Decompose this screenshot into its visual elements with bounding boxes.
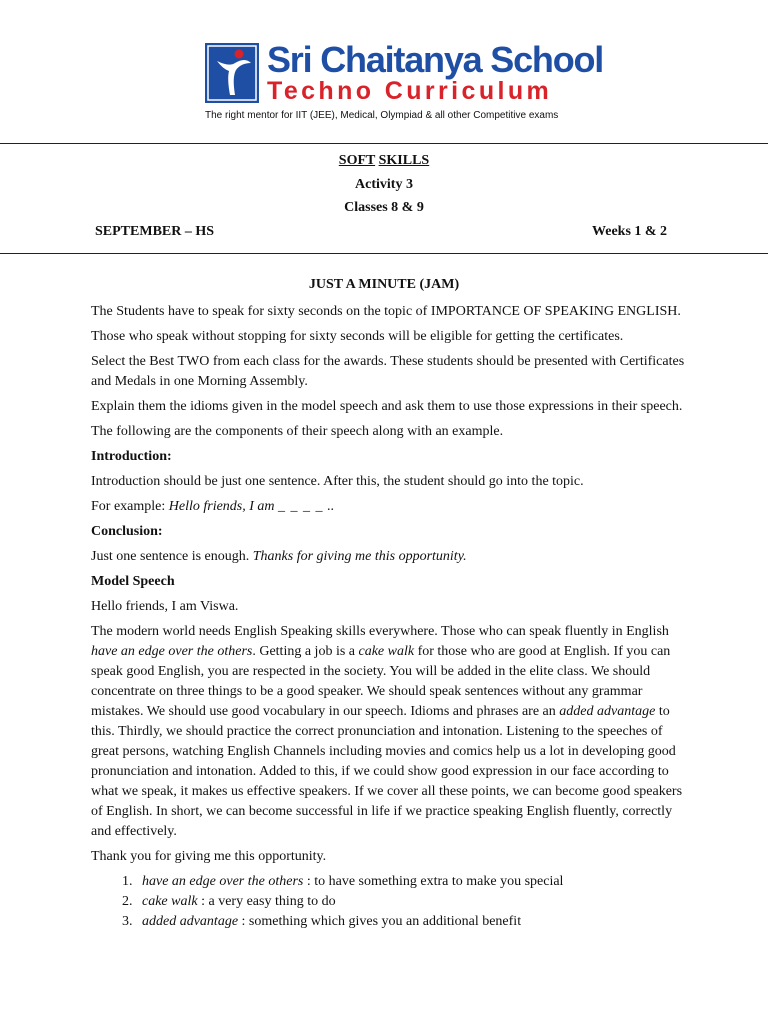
list-item: 2. cake walk : a very easy thing to do bbox=[136, 892, 691, 912]
instruction-2: Those who speak without stopping for sixty seconds will be eligible for getting the certificates. bbox=[91, 329, 624, 344]
school-name: Sri Chaitanya School bbox=[267, 39, 604, 80]
weeks-label: Weeks 1 & 2 bbox=[592, 224, 668, 239]
example-line: For example: Hello friends, I am _ _ _ _ .. bbox=[91, 499, 335, 514]
instruction-3: Select the Best TWO from each class for the awards. These students should be presented with Certificates and Medals in one Morning Assembly. bbox=[91, 354, 685, 389]
tagline: The right mentor for IIT (JEE), Medical, Olympiad & all other Competitive exams bbox=[205, 110, 559, 121]
instruction-1: The Students have to speak for sixty seconds on the topic of IMPORTANCE OF SPEAKING ENGLISH. bbox=[91, 304, 681, 319]
subject-heading bbox=[0, 153, 768, 169]
document-title: JUST A MINUTE (JAM) bbox=[308, 277, 460, 292]
logo-emblem-icon bbox=[205, 43, 259, 103]
activity-label: Activity 3 bbox=[355, 177, 413, 192]
speech-thanks: Thank you for giving me this opportunity. bbox=[91, 849, 327, 864]
conclusion-text: Just one sentence is enough. Thanks for giving me this opportunity. bbox=[91, 549, 467, 564]
document-body bbox=[91, 302, 691, 932]
speech-paragraph: The modern world needs English Speaking skills everywhere. Those who can speak fluently in English have an edge over the others. Getting a job is a cake walk for those who are good at English. If you can speak good English, you are respected in the society. You will be added in the elite class. We should concentrate on three things to be a good speaker. We should speak sentences without any grammar mistakes. We should use good vocabulary in our speech. Idioms and phrases are an added advantage to this. Thirdly, we should practice the correct pronunciation and intonation. Listening to the speeches of great persons, watching English Channels including movies and comics help us a lot in developing good pronunciation and intonation. Added to this, if we could show good expression in our face according to what we speak, it makes us effective speakers. If we cover all these points, we can become good speakers of English. In short, we can become successful in life if we practice speaking English fluently, correctly and effectively. bbox=[91, 624, 683, 839]
list-item: 1. have an edge over the others : to have something extra to make you special bbox=[136, 872, 691, 892]
top-divider bbox=[0, 143, 768, 144]
model-speech-heading: Model Speech bbox=[91, 574, 175, 589]
subject-word-1: SOFT bbox=[338, 153, 376, 168]
instruction-4: Explain them the idioms given in the model speech and ask them to use those expressions in their speech. bbox=[91, 399, 683, 414]
instruction-5: The following are the components of their speech along with an example. bbox=[91, 424, 504, 439]
introduction-heading: Introduction: bbox=[91, 449, 172, 464]
month-label: SEPTEMBER – HS bbox=[95, 224, 215, 239]
speech-greeting: Hello friends, I am Viswa. bbox=[91, 599, 239, 614]
curriculum-name: Techno Curriculum bbox=[267, 77, 553, 105]
introduction-text: Introduction should be just one sentence. After this, the student should go into the topic. bbox=[91, 474, 584, 489]
idiom-list bbox=[91, 872, 691, 932]
subject-word-2: SKILLS bbox=[378, 153, 430, 168]
header-divider bbox=[0, 253, 768, 254]
classes-label: Classes 8 & 9 bbox=[344, 200, 424, 215]
list-item: 3. added advantage : something which gives you an additional benefit bbox=[136, 912, 691, 932]
school-logo bbox=[205, 39, 604, 133]
conclusion-heading: Conclusion: bbox=[91, 524, 163, 539]
